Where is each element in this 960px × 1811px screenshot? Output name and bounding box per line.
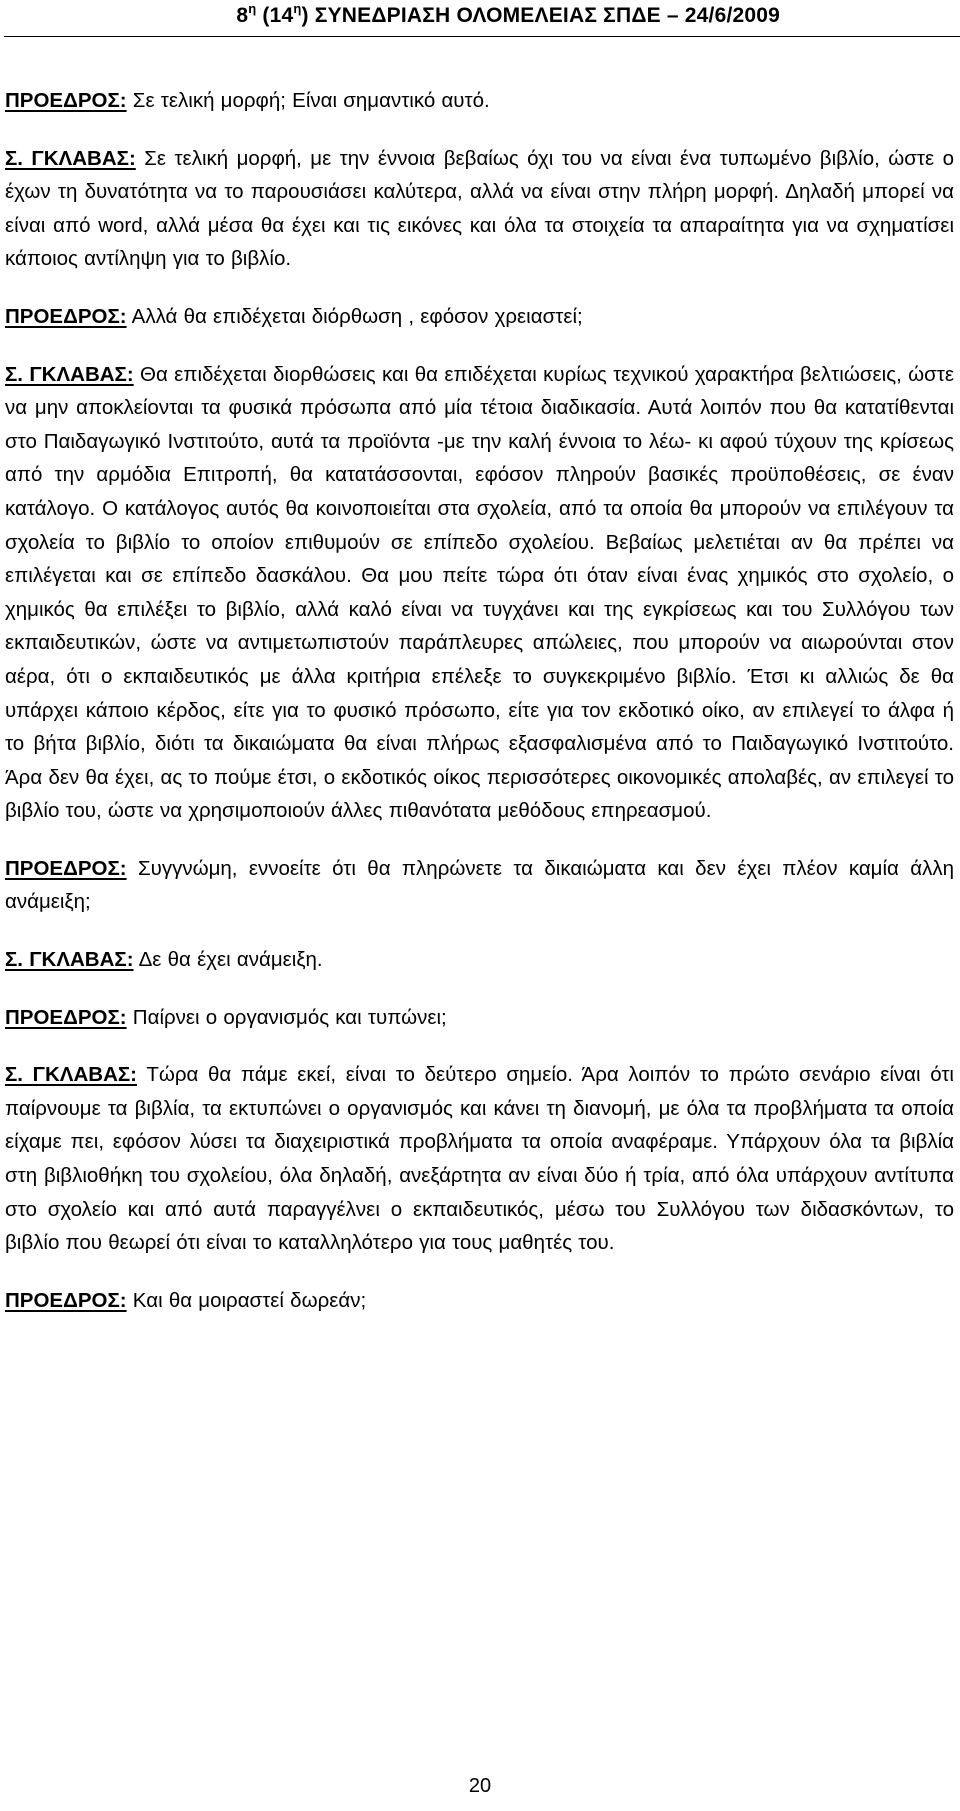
transcript-paragraph (5, 142, 954, 276)
speaker-name: ΠΡΟΕΔΡΟΣ: (5, 89, 127, 112)
transcript-paragraph (5, 1284, 954, 1318)
transcript-paragraph (5, 84, 954, 118)
header-session-ordinal: η (248, 1, 257, 16)
speech-text: Θα επιδέχεται διορθώσεις και θα επιδέχεται κυρίως τεχνικού χαρακτήρα βελτιώσεις, ώστε να μην αποκλείονται τα φυσικά πρόσωπα από μία τέτοια διαδικασία. Αυτά λοιπόν που θα κατατίθενται στο Παιδαγωγικό Ινστιτούτο, αυτά τα προϊόντα -με την καλή έννοια το λέω- κι αφού τύχουν της κρίσεως από την αρμόδια Επιτροπή, θα κατατάσσονται, εφόσον πληρούν βασικές προϋποθέσεις, σε έναν κατάλογο. Ο κατάλογος αυτός θα κοινοποιείται στα σχολεία, από τα οποία θα μπορούν να επιλέγουν τα σχολεία το βιβλίο το οποίον επιθυμούν σε επίπεδο σχολείου. Βεβαίως μελετιέται αν θα πρέπει να επιλέγεται και σε επίπεδο δασκάλου. Θα μου πείτε τώρα ότι όταν είναι ένας χημικός στο σχολείο, ο χημικός θα επιλέξει το βιβλίο, αλλά καλό είναι να τυγχάνει και της εγκρίσεως και του Συλλόγου των εκπαιδευτικών, ώστε να αντιμετωπιστούν παράπλευρες απώλειες, που μπορούν να αιωρούνται στον αέρα, ότι ο εκπαιδευτικός με άλλα κριτήρια επέλεξε το συγκεκριμένο βιβλίο. Έτσι κι αλλιώς δε θα υπάρχει κάποιο κέρδος, είτε για το φυσικό πρόσωπο, είτε για τον εκδοτικό οίκο, αν επιλεγεί το άλφα ή το βήτα βιβλίο, διότι τα δικαιώματα θα είναι πλήρως εξασφαλισμένα από το Παιδαγωγικό Ινστιτούτο. Άρα δεν θα έχει, ας το πούμε έτσι, ο εκδοτικός οίκος περισσότερες οικονομικές απολαβές, αν επιλεγεί το βιβλίο του, ώστε να χρησιμοποιούν άλλες πιθανότατα μεθόδους επηρεασμού. (5, 362, 954, 823)
speech-text: Συγγνώμη, εννοείτε ότι θα πληρώνετε τα δικαιώματα και δεν έχει πλέον καμία άλλη ανάμειξη; (5, 856, 954, 914)
speech-text: Δε θα έχει ανάμειξη. (133, 948, 323, 972)
speaker-name: ΠΡΟΕΔΡΟΣ: (5, 856, 127, 880)
header-session-count: (14 (256, 4, 294, 27)
speech-text: Αλλά θα επιδέχεται διόρθωση , εφόσον χρειαστεί; (126, 304, 583, 328)
page-number: 20 (468, 1775, 492, 1797)
transcript-paragraph (5, 1001, 954, 1035)
speaker-name: Σ. ΓΚΛΑΒΑΣ: (5, 948, 134, 972)
header-session-number: 8 (236, 4, 249, 27)
header-title: ) ΣΥΝΕΔΡΙΑΣΗ ΟΛΟΜΕΛΕΙΑΣ ΣΠΔΕ – 24/6/2009 (301, 4, 780, 27)
speaker-name: Σ. ΓΚΛΑΒΑΣ: (5, 1063, 138, 1087)
speaker-name: Σ. ΓΚΛΑΒΑΣ: (5, 362, 134, 386)
transcript-paragraph (5, 1058, 954, 1260)
transcript-paragraph (5, 358, 954, 828)
speech-text: Τώρα θα πάμε εκεί, είναι το δεύτερο σημείο. Άρα λοιπόν το πρώτο σενάριο είναι ότι παίρνουμε τα βιβλία, τα εκτυπώνει ο οργανισμός και κάνει τη διανομή, με όλα τα προβλήματα τα οποία είχαμε πει, εφόσον λύσει τα διαχειριστικά προβλήματα τα οποία αναφέραμε. Υπάρχουν όλα τα βιβλία στη βιβλιοθήκη του σχολείου, όλα δηλαδή, ανεξάρτητα αν είναι δύο ή τρία, από όλα υπάρχουν αντίτυπα στο σχολείο και από αυτά παραγγέλνει ο εκπαιδευτικός, μέσω του Συλλόγου των διδασκόντων, το βιβλίο που θεωρεί ότι είναι το καταλληλότερο για τους μαθητές του. (5, 1063, 954, 1255)
header-count-ordinal: η (293, 1, 302, 16)
transcript-paragraph (5, 852, 954, 919)
transcript-paragraph (5, 943, 954, 977)
speaker-name: ΠΡΟΕΔΡΟΣ: (5, 1005, 127, 1029)
transcript-body (5, 84, 954, 1341)
speech-text: Σε τελική μορφή; Είναι σημαντικό αυτό. (126, 89, 490, 112)
speaker-name: Σ. ΓΚΛΑΒΑΣ: (5, 146, 136, 170)
speech-text: Σε τελική μορφή, με την έννοια βεβαίως όχι του να είναι ένα τυπωμένο βιβλίο, ώστε ο έχων τη δυνατότητα να το παρουσιάσει καλύτερα, αλλά να είναι στην πλήρη μορφή. Δηλαδή μπορεί να είναι από word, αλλά μέσα θα έχει και τις εικόνες και όλα τα στοιχεία τα απαραίτητα για να σχηματίσει κάποιος αντίληψη για το βιβλίο. (5, 146, 954, 271)
speech-text: Και θα μοιραστεί δωρεάν; (126, 1288, 367, 1312)
transcript-paragraph (5, 300, 954, 334)
speaker-name: ΠΡΟΕΔΡΟΣ: (5, 304, 127, 328)
header-divider (4, 36, 960, 37)
speaker-name: ΠΡΟΕΔΡΟΣ: (5, 1288, 127, 1312)
speech-text: Παίρνει ο οργανισμός και τυπώνει; (126, 1005, 447, 1029)
page-header (236, 1, 780, 28)
